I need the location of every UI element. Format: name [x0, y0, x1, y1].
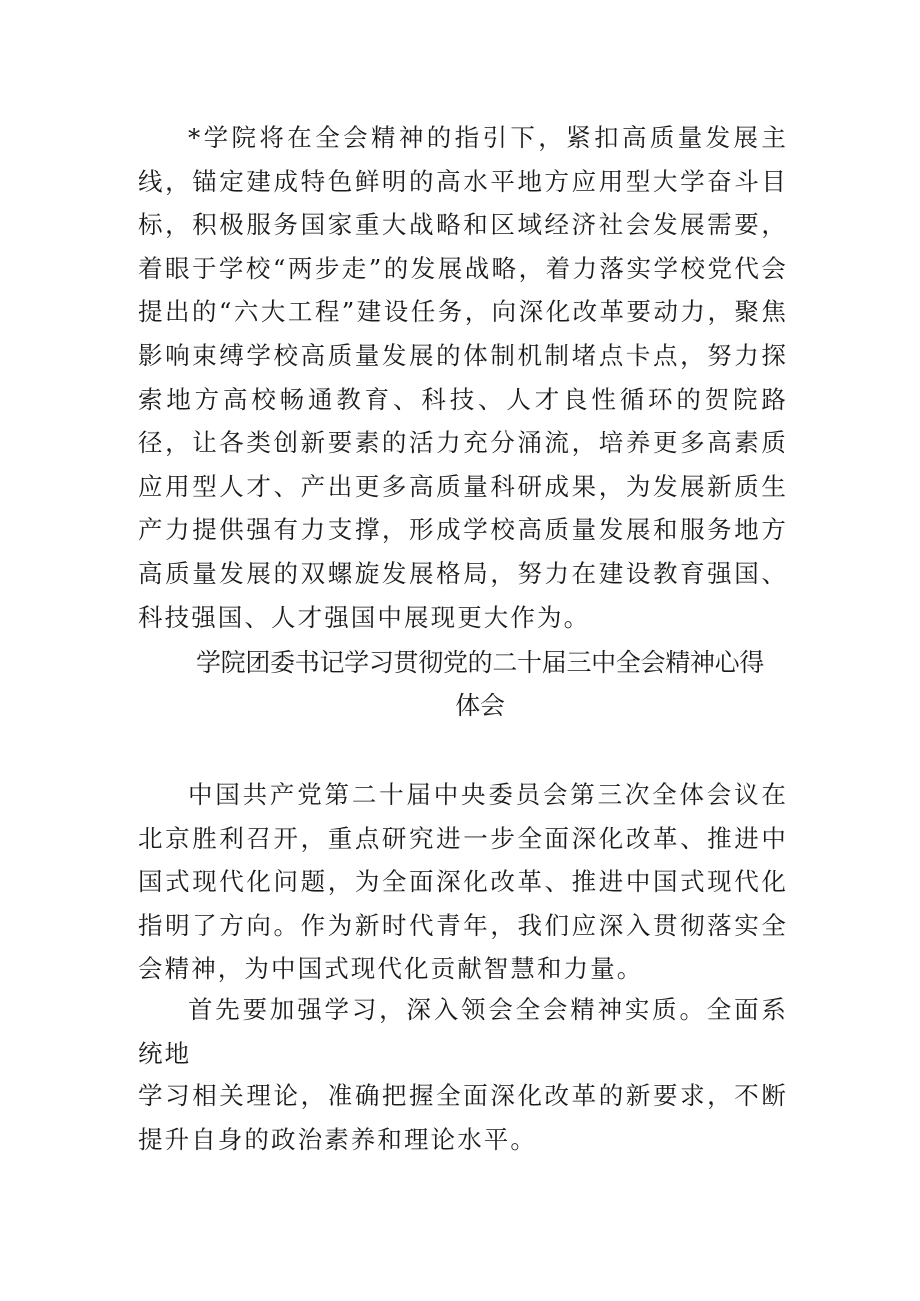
article-title-line-2: 体会 — [455, 691, 505, 720]
body-paragraph-1: *学院将在全会精神的指引下，紧扣高质量发展主线，锚定建成特色鲜明的高水平地方应用型大学奋斗目标，积极服务国家重大战略和区域经济社会发展需要，着眼于学校“两步走”的发展战略，着力落实学校党代会提出的“六大工程”建设任务，向深化改革要动力，聚焦影响束缚学校高质量发展的体制机制堵点卡点，努力探索地方高校畅通教育、科技、人才良性循环的贺院路径，让各类创新要素的活力充分涌流，培养更多高素质应用型人才、产出更多高质量科研成果，为发展新质生产力提供强有力支撑，形成学校高质量发展和服务地方高质量发展的双螺旋发展格局，努力在建设教育强国、科技强国、人才强国中展现更大作为。 — [138, 123, 788, 632]
body-paragraph-4: 学习相关理论，准确把握全面深化改革的新要求，不断提升自身的政治素养和理论水平。 — [138, 1081, 788, 1154]
article-title-line-1: 学院团委书记学习贯彻党的二十届三中全会精神心得 — [195, 648, 765, 677]
body-paragraph-3: 首先要加强学习，深入领会全会精神实质。全面系统地 — [138, 995, 788, 1068]
body-paragraph-2: 中国共产党第二十届中央委员会第三次全体会议在北京胜利召开，重点研究进一步全面深化改革、推进中国式现代化问题，为全面深化改革、推进中国式现代化指明了方向。作为新时代青年，我们应深入贯彻落实全会精神，为中国式现代化贡献智慧和力量。 — [138, 780, 788, 984]
